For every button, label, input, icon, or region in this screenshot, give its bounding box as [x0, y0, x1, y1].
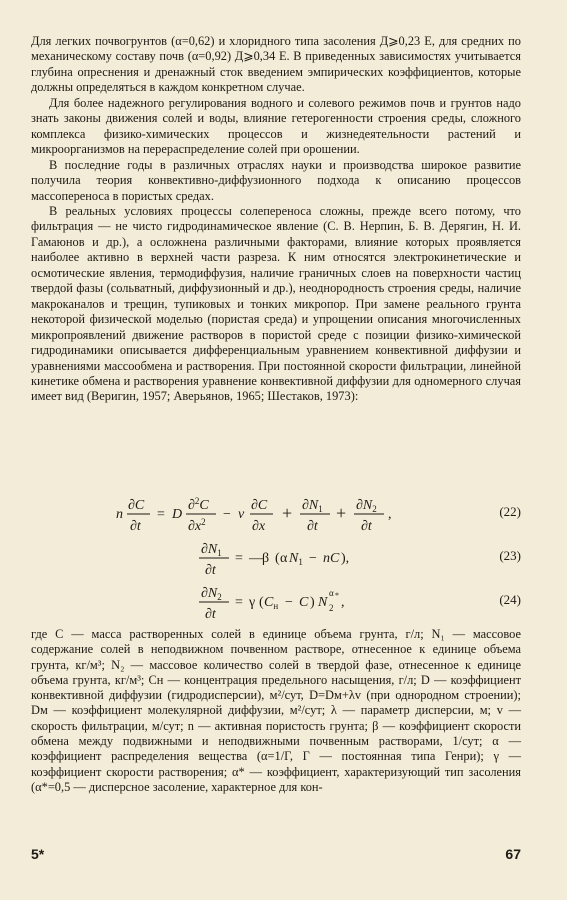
- svg-text:—: —: [249, 551, 263, 566]
- equation-24-formula: [199, 582, 439, 626]
- paragraph-1: Для легких почвогрунтов (α=0,62) и хлоридного типа засоления Д⩾0,23 E, для средних по механическому составу почв (α=0,92) Д⩾0,34 E. В приведенных зависимостях учитывается глубина опреснения и дренажный сток введением эмпирических коэффициентов, которые должны определяться в каждом конкретном случае.: [31, 34, 521, 95]
- svg-text:∂2C: ∂$^2$C: [188, 496, 209, 513]
- svg-text:∂t: ∂t: [205, 607, 216, 622]
- equation-23-formula: [199, 538, 439, 582]
- equation-24: [31, 582, 521, 622]
- svg-text:∂N1: $\partial N_1$: [201, 542, 222, 558]
- svg-text:−: −: [285, 595, 293, 610]
- svg-text:n: n: [116, 507, 123, 522]
- signature-mark: 5*: [31, 846, 45, 862]
- body-text: [31, 34, 521, 405]
- svg-text:): ): [310, 595, 315, 610]
- svg-text:∂N1: $\partial N_1$: [302, 498, 323, 514]
- svg-text:nC: nC: [323, 551, 340, 566]
- svg-text:=: =: [235, 595, 243, 610]
- equation-22: [31, 494, 521, 534]
- svg-text:,: ,: [388, 507, 392, 522]
- svg-text:(: (: [275, 551, 280, 566]
- paragraph-4: В реальных условиях процессы солепереноса сложны, прежде всего потому, что фильтрация — не чисто гидродинамическое явление (С. В. Нерпин, Б. В. Дерягин, Н. И. Гамаюнов и др.), а осложнена различными факторами, влияние которых проявляется наиболее активно в верхней части разреза. К ним относятся электрокинетические и осмотические явления, термодиффузия, наличие граничных слоев на поверхности частиц твердой фазы (сольватный, диффузионный и др.), неоднородность строения среды, наличие макроканалов и трещин, тупиковых и тонких микропор. При замене реального грунта некоторой физической моделью (пористая среда) и упрощении описания многочисленных микропроявлений движение растворов в пористой среде с позиции физико-химической гидродинамики описывается дифференциальным уравнением конвективной диффузии и уравнениями массообмена и растворения. При постоянной скорости фильтрации, линейной кинетике обмена и растворения уравнение конвективной диффузии для одномерного случая имеет вид (Веригин, 1957; Аверьянов, 1965; Шестаков, 1973):: [31, 203, 521, 404]
- svg-text:∂t: ∂t: [361, 519, 372, 534]
- svg-text:Cн: $C_н$: [264, 595, 279, 611]
- svg-text:−: −: [223, 507, 231, 522]
- svg-text:*: *: [335, 591, 339, 600]
- svg-text:∂x: ∂x: [252, 519, 266, 534]
- equation-23-number: (23): [499, 548, 521, 563]
- svg-text:+: +: [282, 503, 293, 523]
- svg-text:2: 2: [329, 603, 334, 613]
- svg-text:v: v: [238, 507, 245, 522]
- definitions-block: [31, 627, 521, 795]
- svg-text:=: =: [235, 551, 243, 566]
- svg-text:α: α: [329, 588, 334, 598]
- paragraph-3: В последние годы в различных отраслях науки и производства широкое развитие получила теория конвективно-диффузионного подхода к описанию процессов массопереноса в пористых средах.: [31, 157, 521, 203]
- svg-text:γ: γ: [249, 595, 256, 610]
- svg-text:∂t: ∂t: [307, 519, 318, 534]
- svg-text:∂C: ∂C: [251, 498, 268, 513]
- svg-text:(: (: [259, 595, 264, 610]
- equation-23: [31, 538, 521, 578]
- svg-text:∂C: ∂C: [128, 498, 145, 513]
- variable-definitions: где C — масса растворенных солей в единице объема грунта, г/л; N₁ — массовое содержание солей в неподвижном почвенном растворе, отнесенное к единице объема грунта, кг/м³; N₂ — массовое количество солей в твердой фазе, отнесенное к единице объема грунта, кг/м³; Cн — концентрация предельного насыщения, г/л; D — коэффициент конвективной диффузии (гидродисперсии), м²/сут, D=Dм+λv (при однородном строении); Dм — коэффициент молекулярной диффузии, м²/сут; λ — параметр дисперсии, м; v — скорость фильтрации, м/сут; n — активная пористость грунта; β — коэффициент скорости обмена между подвижными и неподвижными почвенным растворами, 1/сут; α — коэффициент распределения вещества (α=1/Г, Г — постоянная типа Генри); γ — коэффициент скорости растворения; α* — коэффициент, характеризующий тип засоления (α*=0,5 — дисперсное засоление, характерное для кон-: [31, 627, 521, 794]
- svg-text:,: ,: [341, 595, 345, 610]
- svg-text:N: N: [318, 595, 328, 610]
- svg-text:D: D: [172, 507, 183, 522]
- svg-text:∂N2: $\partial N_2$: [356, 498, 377, 514]
- equation-22-formula: [116, 494, 476, 538]
- svg-text:+: +: [336, 503, 347, 523]
- svg-text:C: C: [299, 595, 309, 610]
- page-number: 67: [505, 846, 521, 862]
- svg-text:∂t: ∂t: [205, 563, 216, 578]
- svg-text:∂t: ∂t: [130, 519, 141, 534]
- svg-text:−: −: [309, 551, 317, 566]
- paragraph-2: Для более надежного регулирования водного и солевого режимов почв и грунтов надо знать законы движения солей и воды, влияние гетерогенности строения среды, сложного комплекса физико-химических процессов и жизнедеятельности растений и микроорганизмов на перераспределение солей при орошении.: [31, 95, 521, 157]
- equation-22-number: (22): [499, 504, 521, 519]
- svg-text:β: β: [262, 551, 270, 566]
- svg-text:),: ),: [341, 551, 350, 566]
- svg-text:α: α: [280, 551, 288, 566]
- svg-text:N1: $N_1$: [289, 551, 303, 567]
- equation-24-number: (24): [499, 592, 521, 607]
- svg-text:=: =: [157, 507, 165, 522]
- svg-text:∂x2: $\partial x^2$: [188, 517, 206, 534]
- svg-text:∂N2: $\partial N_2$: [201, 586, 222, 602]
